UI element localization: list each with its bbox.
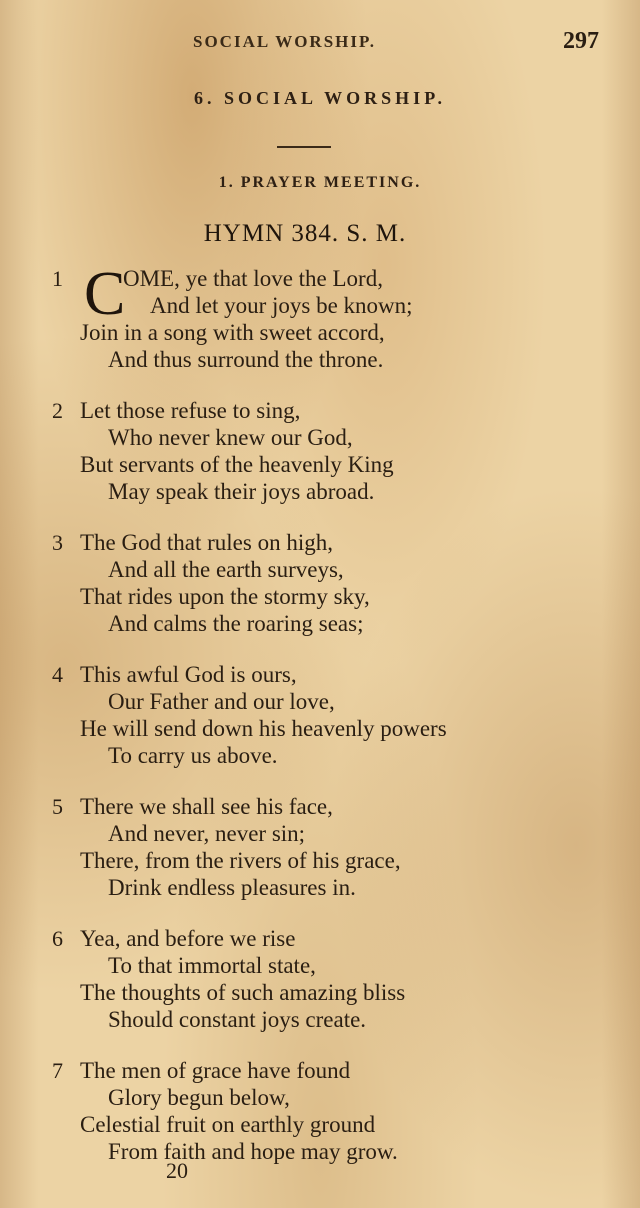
- stanza-line-text: There we shall see his face,: [80, 794, 333, 819]
- stanza-line: Join in a song with sweet accord,: [80, 320, 385, 345]
- stanza-line-text: And let your joys be known;: [150, 293, 413, 318]
- stanza-line: Celestial fruit on earthly ground: [80, 1112, 376, 1137]
- stanza-line: There, from the rivers of his grace,: [80, 848, 401, 873]
- stanza-number: 3: [52, 530, 63, 555]
- hymn-body: [0, 260, 640, 1189]
- stanza-line-text: The God that rules on high,: [80, 530, 333, 555]
- stanza-line: But servants of the heavenly King: [80, 452, 394, 477]
- stanza-line: From faith and hope may grow.: [108, 1139, 398, 1164]
- stanza-7: [0, 1057, 640, 1165]
- running-title: SOCIAL WORSHIP.: [193, 32, 377, 51]
- stanza-line-text: This awful God is ours,: [80, 662, 297, 687]
- stanza-line: Who never knew our God,: [108, 425, 353, 450]
- stanza-1: [0, 260, 640, 373]
- stanza-4: [0, 661, 640, 769]
- stanza-line-text: Let those refuse to sing,: [80, 398, 301, 423]
- stanza-line: And all the earth surveys,: [108, 557, 344, 582]
- stanza-line: He will send down his heavenly powers: [80, 716, 447, 741]
- section-title: 6. SOCIAL WORSHIP.: [193, 88, 447, 108]
- stanza-5: [0, 793, 640, 901]
- stanza-line: To carry us above.: [108, 743, 278, 768]
- drop-cap: C: [84, 260, 126, 328]
- stanza-line: And thus surround the throne.: [108, 347, 384, 372]
- stanza-line: To that immortal state,: [108, 953, 316, 978]
- page-number: 297: [563, 28, 599, 54]
- hymn-title: HYMN 384. S. M.: [203, 220, 407, 247]
- stanza-line: May speak their joys abroad.: [108, 479, 375, 504]
- stanza-line: Our Father and our love,: [108, 689, 335, 714]
- stanza-line: [0, 793, 640, 820]
- stanza-line-text: OME, ye that love the Lord,: [123, 266, 383, 291]
- stanza-line: [0, 925, 640, 952]
- signature-mark: 20: [166, 1158, 188, 1183]
- stanza-3: [0, 529, 640, 637]
- stanza-line-text: The men of grace have found: [80, 1058, 351, 1083]
- stanza-number: 5: [52, 794, 63, 819]
- stanza-line: And never, never sin;: [108, 821, 306, 846]
- subsection-title: 1. PRAYER MEETING.: [218, 174, 422, 191]
- stanza-line: [0, 661, 640, 688]
- stanza-6: [0, 925, 640, 1033]
- stanza-line: That rides upon the stormy sky,: [80, 584, 370, 609]
- stanza-line: Drink endless pleasures in.: [108, 875, 356, 900]
- stanza-line: [0, 1057, 640, 1084]
- stanza-line: [0, 529, 640, 556]
- stanza-number: 7: [52, 1058, 63, 1083]
- stanza-2: [0, 397, 640, 505]
- stanza-number: 6: [52, 926, 63, 951]
- stanza-number: 4: [52, 662, 63, 687]
- stanza-line: Glory begun below,: [108, 1085, 290, 1110]
- stanza-line: Should constant joys create.: [108, 1007, 367, 1032]
- stanza-line: [0, 292, 640, 319]
- stanza-line: And calms the roaring seas;: [108, 611, 364, 636]
- stanza-number: 1: [52, 266, 63, 291]
- divider-rule: [277, 146, 331, 148]
- stanza-line: The thoughts of such amazing bliss: [80, 980, 406, 1005]
- stanza-line-text: Yea, and before we rise: [80, 926, 296, 951]
- stanza-number: 2: [52, 398, 63, 423]
- stanza-line: [0, 397, 640, 424]
